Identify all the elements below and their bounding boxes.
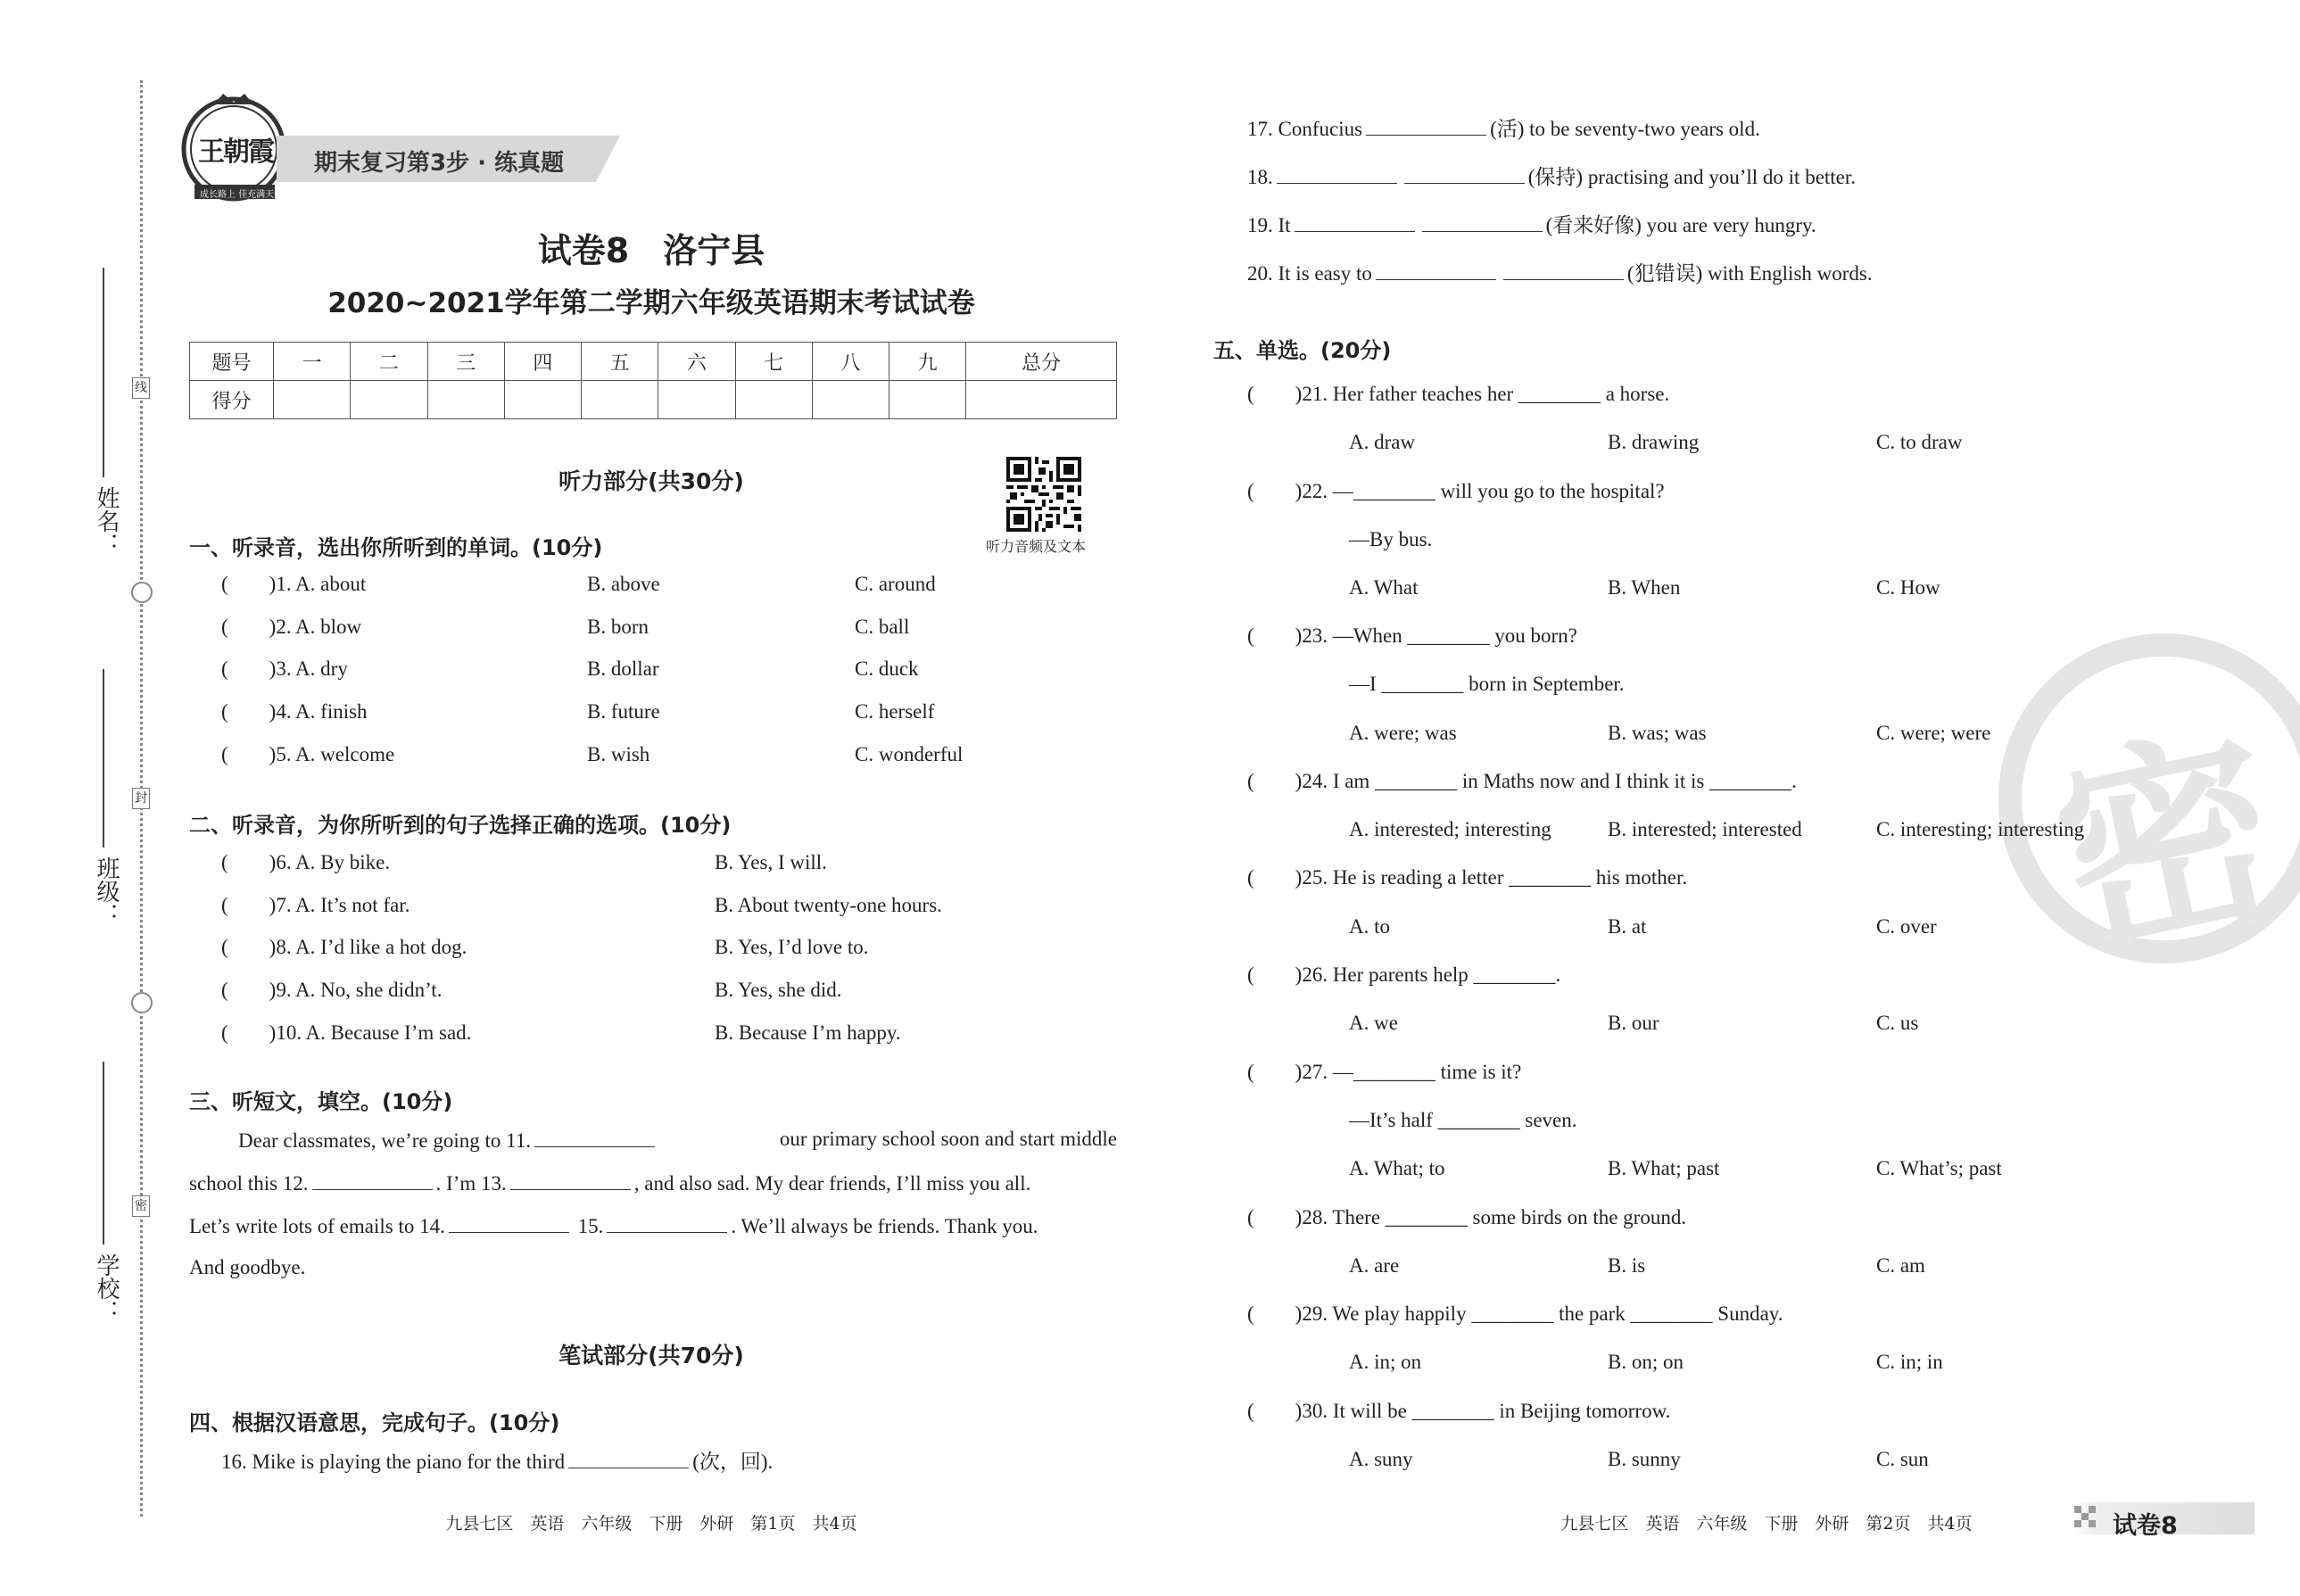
passage-part: Let’s write lots of emails to 14. xyxy=(189,1215,445,1237)
q30-c[interactable]: C. sun xyxy=(1876,1448,1929,1470)
score-cell[interactable] xyxy=(812,381,889,419)
q22-c[interactable]: C. How xyxy=(1876,576,1940,599)
score-cell[interactable] xyxy=(582,381,658,419)
score-cell[interactable] xyxy=(735,381,812,419)
section-1-heading: 一、听录音，选出你所听到的单词。(10分) xyxy=(189,535,603,560)
score-table-row xyxy=(190,381,1117,419)
q24[interactable]: ( )24. I am ________ in Maths now and I think it is ________. xyxy=(1247,770,1797,792)
q23[interactable]: ( )23. —When ________ you born? xyxy=(1247,624,1577,647)
q8-b[interactable]: B. Yes, I’d love to. xyxy=(715,936,869,958)
q28-b[interactable]: B. is xyxy=(1608,1254,1646,1277)
passage-part: school this 12. xyxy=(189,1172,309,1195)
score-header: 题号 xyxy=(190,343,274,381)
page-tag-text: 试卷8 xyxy=(2113,1512,2178,1540)
score-header: 三 xyxy=(427,343,504,381)
q5-c[interactable]: C. wonderful xyxy=(855,743,964,765)
blank-13[interactable] xyxy=(510,1171,631,1190)
score-cell[interactable] xyxy=(889,381,966,419)
q25-b[interactable]: B. at xyxy=(1608,915,1647,938)
section-3-heading: 三、听短文，填空。(10分) xyxy=(189,1089,453,1114)
banner-text: 期末复习第3步 · 练真题 xyxy=(314,150,565,177)
binding-strip xyxy=(85,268,138,1338)
q24-b[interactable]: B. interested; interested xyxy=(1608,818,1802,840)
q28-c[interactable]: C. am xyxy=(1876,1254,1925,1277)
q25-a[interactable]: A. to xyxy=(1349,915,1390,938)
q6[interactable]: ( )6. A. By bike. xyxy=(221,851,391,873)
passage-part: . I’m 13. xyxy=(435,1172,507,1195)
q29-c[interactable]: C. in; in xyxy=(1876,1351,1943,1373)
q2[interactable]: ( )2. A. blow xyxy=(221,616,362,638)
score-header: 六 xyxy=(658,343,735,381)
q23-c[interactable]: C. were; were xyxy=(1876,722,1991,744)
score-header: 五 xyxy=(582,343,658,381)
q24-c[interactable]: C. interesting; interesting xyxy=(1876,818,2085,840)
q16[interactable] xyxy=(221,1450,773,1472)
blank-18b[interactable] xyxy=(1404,165,1525,184)
score-cell[interactable] xyxy=(966,381,1117,419)
score-cell[interactable] xyxy=(427,381,504,419)
brand-logo xyxy=(178,94,290,205)
q23-b[interactable]: B. was; was xyxy=(1608,722,1707,744)
score-cell[interactable] xyxy=(351,381,427,419)
q7-b[interactable]: B. About twenty-one hours. xyxy=(715,894,942,916)
binding-dot-icon xyxy=(131,582,153,603)
q22-a[interactable]: A. What xyxy=(1349,576,1419,599)
blank-12[interactable] xyxy=(312,1171,433,1190)
listening-heading: 听力部分(共30分) xyxy=(558,468,744,494)
q20[interactable] xyxy=(1247,261,1873,284)
q16-text: 16. Mike is playing the piano for the third xyxy=(221,1451,566,1473)
score-header: 一 xyxy=(274,343,351,381)
q7[interactable]: ( )7. A. It’s not far. xyxy=(221,894,410,916)
blank-15[interactable] xyxy=(607,1214,727,1233)
q30[interactable]: ( )30. It will be ________ in Beijing tomorrow. xyxy=(1247,1400,1671,1422)
q18[interactable] xyxy=(1247,165,1856,187)
logo-subtext: 成长路上 佳充满天 xyxy=(200,190,275,200)
q21-a[interactable]: A. draw xyxy=(1349,431,1416,453)
q5-b[interactable]: B. wish xyxy=(587,743,650,765)
footer-left: 九县七区 英语 六年级 下册 外研 第1页 共4页 xyxy=(445,1514,857,1534)
q22-b[interactable]: B. When xyxy=(1608,576,1681,599)
q9-b[interactable]: B. Yes, she did. xyxy=(715,979,842,1001)
q30-a[interactable]: A. suny xyxy=(1349,1448,1413,1470)
q18-hint: (保持) practising and you’ll do it better. xyxy=(1527,166,1857,188)
blank-18a[interactable] xyxy=(1277,165,1397,184)
q27-a[interactable]: A. What; to xyxy=(1349,1157,1445,1179)
q20-text: 20. It is easy to xyxy=(1247,262,1372,285)
q6-b[interactable]: B. Yes, I will. xyxy=(715,851,827,873)
q16-hint: (次，回). xyxy=(692,1451,774,1473)
passage-text xyxy=(189,1171,1030,1194)
section-2-heading: 二、听录音，为你所听到的句子选择正确的选项。(10分) xyxy=(189,813,732,838)
q5[interactable]: ( )5. A. welcome xyxy=(221,743,395,765)
q28[interactable]: ( )28. There ________ some birds on the ground. xyxy=(1247,1206,1687,1228)
q27-c[interactable]: C. What’s; past xyxy=(1876,1157,2002,1179)
watermark-char: 密 xyxy=(2036,700,2298,990)
page-subtitle: 2020~2021学年第二学期六年级英语期末考试试卷 xyxy=(327,287,975,319)
score-table-header-row xyxy=(190,343,1117,381)
q27-line2: —It’s half ________ seven. xyxy=(1349,1109,1577,1131)
class-label: 班级： xyxy=(93,856,120,926)
blank-20a[interactable] xyxy=(1376,261,1496,280)
score-header: 二 xyxy=(351,343,427,381)
q17-text: 17. Confucius xyxy=(1247,118,1363,140)
q21-b[interactable]: B. drawing xyxy=(1608,431,1700,453)
q3[interactable]: ( )3. A. dry xyxy=(221,657,348,680)
q4-c[interactable]: C. herself xyxy=(855,700,935,723)
score-header: 九 xyxy=(889,343,966,381)
q21[interactable]: ( )21. Her father teaches her ________ a horse. xyxy=(1247,383,1670,405)
q17[interactable] xyxy=(1247,117,1760,139)
q28-a[interactable]: A. are xyxy=(1349,1254,1400,1277)
section-4-heading: 四、根据汉语意思，完成句子。(10分) xyxy=(189,1410,560,1435)
q4[interactable]: ( )4. A. finish xyxy=(221,700,368,723)
q27-b[interactable]: B. What; past xyxy=(1608,1157,1720,1179)
q21-c[interactable]: C. to draw xyxy=(1876,431,1963,453)
q23-a[interactable]: A. were; was xyxy=(1349,722,1457,744)
blank-16[interactable] xyxy=(568,1450,689,1468)
passage-part: . We’ll always be friends. Thank you. xyxy=(731,1215,1038,1237)
section-5-heading: 五、单选。(20分) xyxy=(1213,338,1392,363)
score-cell[interactable] xyxy=(658,381,735,419)
footer-right: 九县七区 英语 六年级 下册 外研 第2页 共4页 xyxy=(1560,1514,1973,1534)
binding-dot-icon xyxy=(131,992,153,1013)
checker-icon xyxy=(2074,1506,2096,1527)
q9[interactable]: ( )9. A. No, she didn’t. xyxy=(221,979,443,1001)
score-table xyxy=(189,342,1117,419)
name-label: 姓名： xyxy=(93,486,120,556)
passage-part: 15. xyxy=(577,1215,604,1237)
seal-mark-seal: 封 xyxy=(132,788,150,809)
passage-text: And goodbye. xyxy=(189,1256,306,1278)
q10-b[interactable]: B. Because I’m happy. xyxy=(715,1021,901,1044)
q20-hint: (犯错误) with English words. xyxy=(1626,262,1873,285)
q4-b[interactable]: B. future xyxy=(587,700,660,723)
passage-part: , and also sad. My dear friends, I’ll miss you all. xyxy=(633,1172,1031,1195)
passage-text xyxy=(238,1129,658,1151)
q22[interactable]: ( )22. —________ will you go to the hospital? xyxy=(1247,480,1665,502)
score-cell[interactable] xyxy=(504,381,581,419)
writing-heading: 笔试部分(共70分) xyxy=(558,1343,744,1369)
q25-c[interactable]: C. over xyxy=(1876,915,1937,938)
q29[interactable]: ( )29. We play happily ________ the park ________ Sunday. xyxy=(1247,1302,1783,1325)
q25[interactable]: ( )25. He is reading a letter ________ his mother. xyxy=(1247,866,1688,889)
blank-17[interactable] xyxy=(1366,117,1486,136)
blank-20b[interactable] xyxy=(1503,261,1624,280)
q29-b[interactable]: B. on; on xyxy=(1608,1351,1684,1373)
blank-14[interactable] xyxy=(449,1214,569,1233)
score-cell[interactable] xyxy=(274,381,351,419)
q3-b[interactable]: B. dollar xyxy=(587,657,659,680)
score-header: 八 xyxy=(812,343,889,381)
score-header: 总分 xyxy=(966,343,1117,381)
score-row-label: 得分 xyxy=(190,381,274,419)
q26-b[interactable]: B. our xyxy=(1608,1012,1659,1034)
q3-c[interactable]: C. duck xyxy=(855,657,919,680)
seal-mark-line: 线 xyxy=(132,377,150,399)
q8[interactable]: ( )8. A. I’d like a hot dog. xyxy=(221,936,467,958)
q2-b[interactable]: B. born xyxy=(587,616,649,638)
q18-text: 18. xyxy=(1247,166,1273,188)
school-blank[interactable] xyxy=(103,1062,104,1245)
blank-19b[interactable] xyxy=(1422,213,1543,232)
seal-mark-secret: 密 xyxy=(132,1195,150,1217)
q17-hint: (活) to be seventy-two years old. xyxy=(1490,118,1760,140)
q1[interactable]: ( )1. A. about xyxy=(221,573,367,595)
passage-text xyxy=(189,1214,1038,1236)
q1-b[interactable]: B. above xyxy=(587,573,660,595)
q19-text: 19. It xyxy=(1247,214,1291,236)
q22-line2: —By bus. xyxy=(1349,528,1433,550)
passage-text: our primary school soon and start middle xyxy=(779,1128,1117,1150)
page-title: 试卷8 洛宁县 xyxy=(537,231,765,270)
class-blank[interactable] xyxy=(103,669,104,848)
q26[interactable]: ( )26. Her parents help ________. xyxy=(1247,963,1561,986)
q26-c[interactable]: C. us xyxy=(1876,1012,1919,1034)
score-header: 七 xyxy=(735,343,812,381)
q29-a[interactable]: A. in; on xyxy=(1349,1351,1422,1373)
blank-11[interactable] xyxy=(534,1129,655,1147)
blank-19a[interactable] xyxy=(1295,213,1415,232)
q1-c[interactable]: C. around xyxy=(855,573,936,595)
logo-text: 王朝霞 xyxy=(198,136,273,168)
q30-b[interactable]: B. sunny xyxy=(1608,1448,1681,1470)
q23-line2: —I ________ born in September. xyxy=(1349,673,1625,695)
q19[interactable] xyxy=(1247,213,1816,236)
q26-a[interactable]: A. we xyxy=(1349,1012,1398,1034)
q19-hint: (看来好像) you are very hungry. xyxy=(1545,214,1816,236)
q27[interactable]: ( )27. —________ time is it? xyxy=(1247,1061,1522,1083)
school-label: 学校： xyxy=(93,1253,120,1323)
section-5 xyxy=(1247,384,2139,1481)
q10[interactable]: ( )10. A. Because I’m sad. xyxy=(221,1021,472,1044)
q24-a[interactable]: A. interested; interesting xyxy=(1349,818,1551,840)
q2-c[interactable]: C. ball xyxy=(855,616,910,638)
passage-part: Dear classmates, we’re going to 11. xyxy=(238,1129,532,1152)
qr-caption: 听力音频及文本 xyxy=(986,538,1087,555)
score-header: 四 xyxy=(504,343,581,381)
